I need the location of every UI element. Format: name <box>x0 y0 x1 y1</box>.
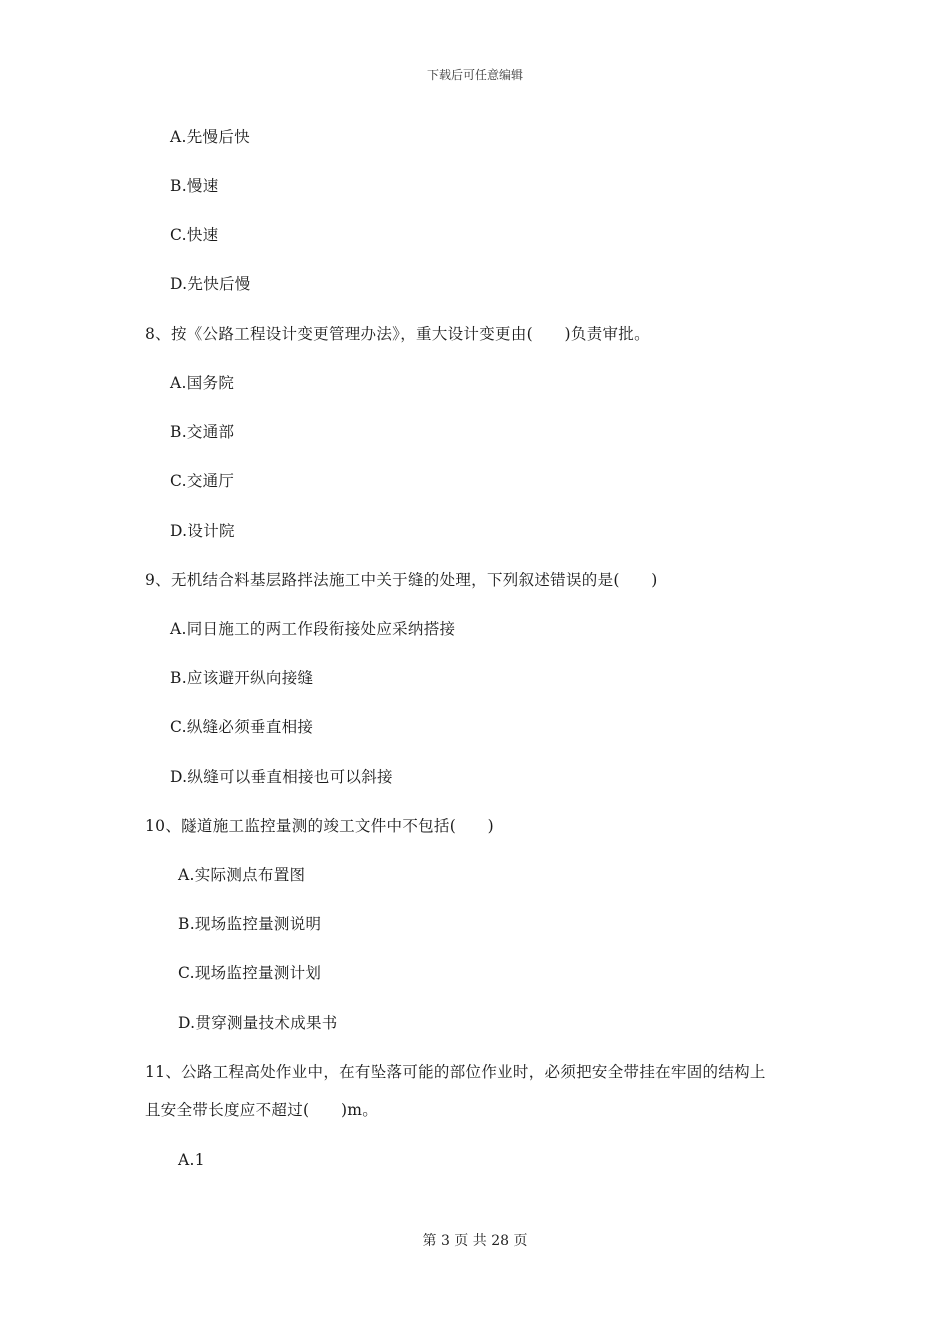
q11-question-line2: 且安全带长度应不超过( )m。 <box>145 1101 379 1119</box>
q11-option-a: A.1 <box>178 1151 205 1169</box>
q10-option-d: D.贯穿测量技术成果书 <box>178 1014 338 1032</box>
q9-option-c: C.纵缝必须垂直相接 <box>170 718 314 736</box>
q8-option-c: C.交通厅 <box>170 472 235 490</box>
q10-question: 10、隧道施工监控量测的竣工文件中不包括( ) <box>145 817 495 835</box>
q8-option-d: D.设计院 <box>170 522 235 540</box>
page-footer: 第 3 页 共 28 页 <box>422 1233 528 1249</box>
q9-option-d: D.纵缝可以垂直相接也可以斜接 <box>170 768 393 786</box>
q7-option-c: C.快速 <box>170 226 219 244</box>
q7-option-d: D.先快后慢 <box>170 275 251 293</box>
q11-question-line1: 11、公路工程高处作业中，在有坠落可能的部位作业时，必须把安全带挂在牢固的结构上 <box>145 1063 766 1081</box>
q8-option-b: B.交通部 <box>170 423 235 441</box>
page-header: 下载后可任意编辑 <box>426 68 523 82</box>
q10-option-c: C.现场监控量测计划 <box>178 964 322 982</box>
q8-question: 8、按《公路工程设计变更管理办法》，重大设计变更由( )负责审批。 <box>145 325 650 343</box>
q9-option-a: A.同日施工的两工作段衔接处应采纳搭接 <box>170 620 456 638</box>
q9-question: 9、无机结合料基层路拌法施工中关于缝的处理，下列叙述错误的是( ) <box>145 571 658 589</box>
q8-option-a: A.国务院 <box>170 374 235 392</box>
q9-option-b: B.应该避开纵向接缝 <box>170 669 314 687</box>
q7-option-a: A.先慢后快 <box>170 128 250 146</box>
q10-option-b: B.现场监控量测说明 <box>178 915 322 933</box>
q7-option-b: B.慢速 <box>170 177 219 195</box>
q10-option-a: A.实际测点布置图 <box>178 866 306 884</box>
